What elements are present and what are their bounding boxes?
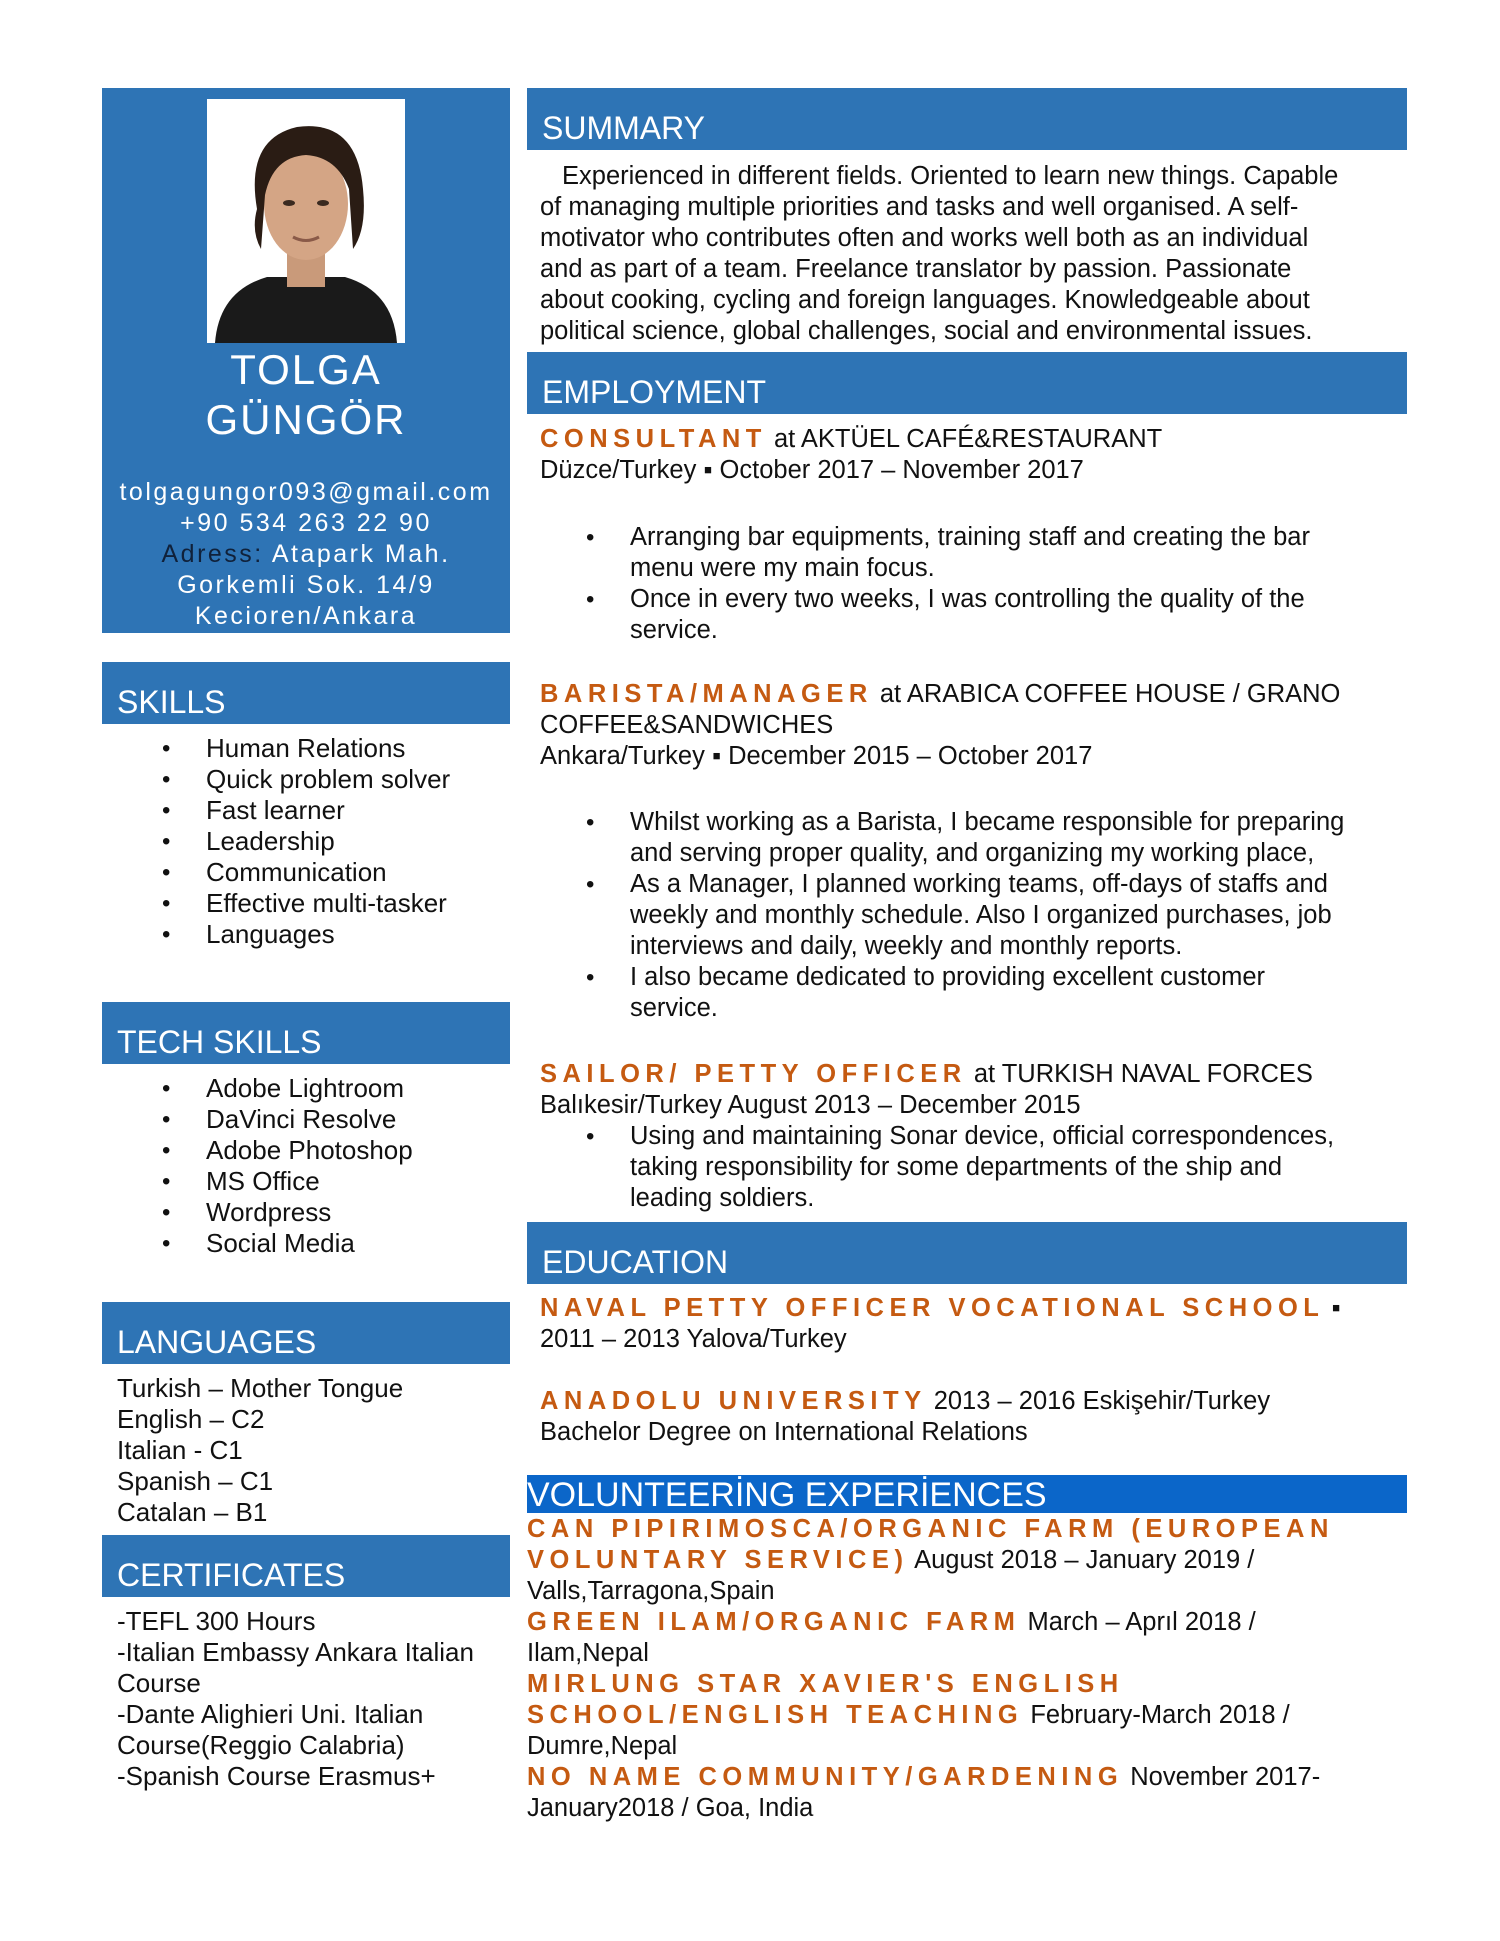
summary-text [540, 161, 1400, 347]
job-employer: at ARABICA COFFEE HOUSE / GRANO [879, 680, 1341, 708]
summary-line: of managing multiple priorities and tasks and well organised. A self- [540, 193, 1299, 221]
address-label: Adress: [161, 540, 264, 568]
school-name: ANADOLU UNIVERSITY [540, 1387, 927, 1415]
vol-3-title-line1 [527, 1669, 1124, 1700]
job-role: CONSULTANT [540, 425, 767, 453]
tech-skills-list [206, 1073, 413, 1259]
education-entry-2-degree: Bachelor Degree on International Relations [540, 1418, 1028, 1446]
job-2-title [540, 679, 1340, 710]
certificate-item: Course(Reggio Calabria) [117, 1730, 405, 1760]
responsibility-line: and serving proper quality, and organizing my working place, [630, 839, 1315, 867]
job-2-meta: Ankara/Turkey ▪ December 2015 – October 2017 [540, 742, 1093, 770]
language-item: Italian - C1 [117, 1435, 243, 1465]
address-line-2: Gorkemli Sok. 14/9 [177, 571, 435, 599]
job-role: BARISTA/MANAGER [540, 680, 873, 708]
skill-item: • Human Relations [206, 733, 450, 764]
responsibility-line: weekly and monthly schedule. Also I organized purchases, job [630, 901, 1332, 929]
tech-skills-heading: TECH SKILLS [102, 1002, 510, 1064]
address-line-3: Kecioren/Ankara [194, 602, 418, 630]
volunteering-heading: VOLUNTEERİNG EXPERİENCES [527, 1475, 1407, 1513]
vol-4-location: January2018 / Goa, India [527, 1794, 814, 1822]
address-line-1 [102, 539, 510, 570]
person-photo-icon [207, 99, 405, 343]
certificate-item: -Italian Embassy Ankara Italian [117, 1637, 474, 1667]
skills-heading: SKILLS [102, 662, 510, 724]
vol-3-title-line2 [527, 1700, 1290, 1731]
responsibility-item [630, 1121, 1400, 1214]
certificate-item: -Spanish Course Erasmus+ [117, 1761, 436, 1791]
vol-1-title-line1 [527, 1514, 1334, 1545]
certificates-list [117, 1606, 474, 1792]
skill-item: • Wordpress [206, 1197, 413, 1228]
vol-dates: March – Aprıl 2018 / [1020, 1608, 1256, 1636]
skill-item: • Quick problem solver [206, 764, 450, 795]
vol-dates: November 2017- [1123, 1763, 1321, 1791]
vol-org: GREEN ILAM/ORGANIC FARM [527, 1608, 1021, 1636]
responsibility-line: • Whilst working as a Barista, I became responsible for preparing [630, 808, 1345, 836]
language-item: Turkish – Mother Tongue [117, 1373, 404, 1403]
job-employer: at AKTÜEL CAFÉ&RESTAURANT [773, 425, 1163, 453]
language-item: Spanish – C1 [117, 1466, 274, 1496]
school-dates: 2013 – 2016 Eskişehir/Turkey [926, 1387, 1271, 1415]
responsibility-line: service. [630, 616, 718, 644]
certificate-item: Course [117, 1668, 201, 1698]
responsibility-line: menu were my main focus. [630, 554, 935, 582]
job-employer: at TURKISH NAVAL FORCES [973, 1060, 1313, 1088]
languages-heading: LANGUAGES [102, 1302, 510, 1364]
responsibility-item [630, 807, 1400, 869]
employment-heading: EMPLOYMENT [527, 352, 1407, 414]
address-street: Atapark Mah. [271, 540, 451, 568]
languages-list [117, 1373, 403, 1528]
responsibility-line: • Using and maintaining Sonar device, official correspondences, [630, 1122, 1335, 1150]
job-1-responsibilities [630, 522, 1400, 646]
responsibility-item [630, 962, 1400, 1024]
certificate-item: -Dante Alighieri Uni. Italian [117, 1699, 424, 1729]
responsibility-item [630, 584, 1400, 646]
vol-dates: February-March 2018 / [1023, 1701, 1290, 1729]
responsibility-item [630, 522, 1400, 584]
skill-item: • Adobe Lightroom [206, 1073, 413, 1104]
vol-org: NO NAME COMMUNITY/GARDENING [527, 1763, 1124, 1791]
summary-line: motivator who contributes often and works well both as an individual [540, 224, 1309, 252]
vol-1-title-line2 [527, 1545, 1254, 1576]
responsibility-line: • Arranging bar equipments, training staff and creating the bar [630, 523, 1310, 551]
summary-line: Experienced in different fields. Oriented to learn new things. Capable [562, 162, 1339, 190]
job-1-meta: Düzce/Turkey ▪ October 2017 – November 2017 [540, 456, 1084, 484]
education-entry-2 [540, 1386, 1270, 1417]
job-2-responsibilities [630, 807, 1400, 1024]
profile-photo [207, 99, 405, 343]
certificate-item: -TEFL 300 Hours [117, 1606, 316, 1636]
skill-item: • Languages [206, 919, 450, 950]
vol-org: VOLUNTARY SERVICE) [527, 1546, 909, 1574]
responsibility-item [630, 869, 1400, 962]
skill-item: • DaVinci Resolve [206, 1104, 413, 1135]
responsibility-line: • I also became dedicated to providing excellent customer [630, 963, 1266, 991]
job-1-title [540, 424, 1162, 455]
vol-2-location: Ilam,Nepal [527, 1639, 649, 1667]
education-entry-1 [540, 1293, 1341, 1324]
job-2-employer-cont: COFFEE&SANDWICHES [540, 711, 834, 739]
responsibility-line: • As a Manager, I planned working teams, off-days of staffs and [630, 870, 1328, 898]
vol-org: MIRLUNG STAR XAVIER'S ENGLISH [527, 1670, 1124, 1698]
skill-item: • Leadership [206, 826, 450, 857]
summary-line: about cooking, cycling and foreign languages. Knowledgeable about [540, 286, 1310, 314]
skill-item: • Communication [206, 857, 450, 888]
last-name: GÜNGÖR [205, 396, 407, 443]
job-3-title [540, 1059, 1313, 1090]
vol-1-location: Valls,Tarragona,Spain [527, 1577, 775, 1605]
email-link[interactable]: tolgagungor093@gmail.com [119, 478, 493, 506]
vol-org: CAN PIPIRIMOSCA/ORGANIC FARM (EUROPEAN [527, 1515, 1334, 1543]
summary-line: and as part of a team. Freelance translator by passion. Passionate [540, 255, 1292, 283]
responsibility-line: leading soldiers. [630, 1184, 815, 1212]
skill-item: • Social Media [206, 1228, 413, 1259]
education-heading: EDUCATION [527, 1222, 1407, 1284]
phone-number: +90 534 263 22 90 [180, 509, 432, 537]
certificates-heading: CERTIFICATES [102, 1535, 510, 1597]
job-3-meta: Balıkesir/Turkey August 2013 – December 2015 [540, 1091, 1081, 1119]
responsibility-line: taking responsibility for some departments of the ship and [630, 1153, 1283, 1181]
job-role: SAILOR/ PETTY OFFICER [540, 1060, 967, 1088]
language-item: Catalan – B1 [117, 1497, 268, 1527]
vol-2-title [527, 1607, 1256, 1638]
vol-dates: August 2018 – January 2019 / [908, 1546, 1255, 1574]
summary-line: political science, global challenges, social and environmental issues. [540, 317, 1313, 345]
language-item: English – C2 [117, 1404, 265, 1434]
vol-3-location: Dumre,Nepal [527, 1732, 678, 1760]
skill-item: • Effective multi-tasker [206, 888, 450, 919]
education-entry-1-dates: 2011 – 2013 Yalova/Turkey [540, 1325, 847, 1353]
vol-org: SCHOOL/ENGLISH TEACHING [527, 1701, 1024, 1729]
responsibility-line: • Once in every two weeks, I was controlling the quality of the [630, 585, 1305, 613]
school-name: NAVAL PETTY OFFICER VOCATIONAL SCHOOL [540, 1294, 1325, 1322]
job-3-responsibilities [630, 1121, 1400, 1214]
vol-4-title [527, 1762, 1320, 1793]
summary-heading: SUMMARY [527, 88, 1407, 150]
skills-list [206, 733, 450, 950]
school-suffix: ▪ [1324, 1294, 1341, 1322]
first-name: TOLGA [230, 346, 382, 393]
skill-item: • Fast learner [206, 795, 450, 826]
responsibility-line: interviews and daily, weekly and monthly reports. [630, 932, 1183, 960]
responsibility-line: service. [630, 994, 718, 1022]
skill-item: • MS Office [206, 1166, 413, 1197]
skill-item: • Adobe Photoshop [206, 1135, 413, 1166]
